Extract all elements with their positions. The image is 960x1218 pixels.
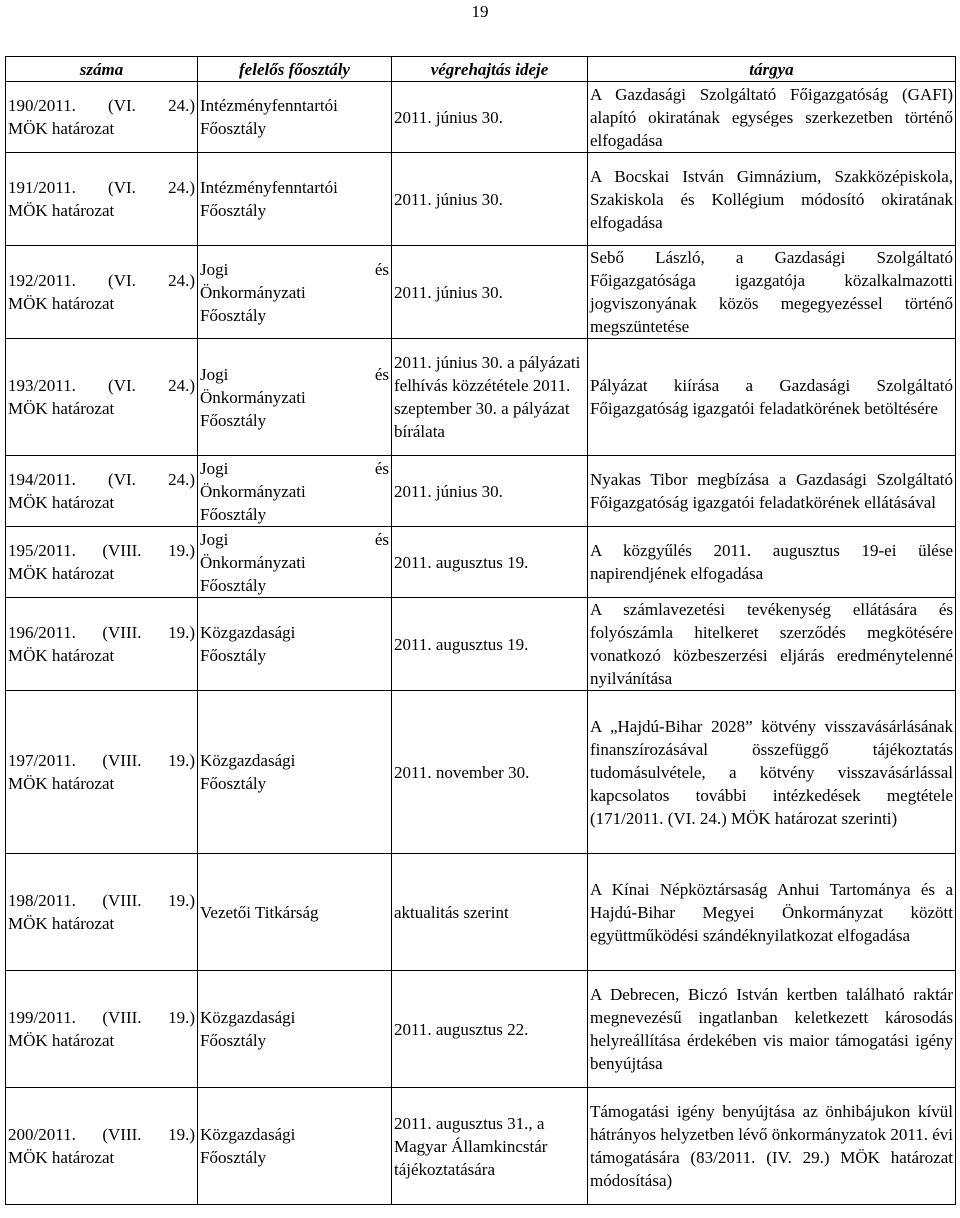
resolution-number	[6, 691, 198, 854]
resolution-type: MÖK határozat	[8, 914, 115, 933]
resolution-id: 196/2011. (VIII. 19.)	[8, 623, 195, 642]
table-row	[6, 82, 956, 153]
resolution-id: 195/2011. (VIII. 19.)	[8, 541, 195, 560]
table-row	[6, 854, 956, 971]
resolution-number	[6, 971, 198, 1088]
resolution-type: MÖK határozat	[8, 1148, 115, 1167]
department-word: Jogi	[200, 458, 229, 478]
responsible-department	[198, 527, 392, 598]
resolution-id: 198/2011. (VIII. 19.)	[8, 891, 195, 910]
responsible-department	[198, 339, 392, 456]
resolution-type: MÖK határozat	[8, 201, 115, 220]
table-header-row	[6, 57, 956, 82]
resolution-id: 192/2011. (VI. 24.)	[8, 271, 195, 290]
department-line: Főosztály	[200, 201, 267, 220]
header-deadline: végrehajtás ideje	[392, 57, 588, 82]
resolution-number	[6, 339, 198, 456]
department-line: Főosztály	[200, 410, 267, 430]
resolution-id: 199/2011. (VIII. 19.)	[8, 1008, 195, 1027]
subject: A közgyűlés 2011. augusztus 19-ei ülése napirendjének elfogadása	[588, 527, 956, 598]
subject: Pályázat kiírása a Gazdasági Szolgáltató Főigazgatóság igazgatói feladatkörének betöltésére	[588, 339, 956, 456]
deadline: 2011. június 30.	[392, 82, 588, 153]
subject: A Kínai Népköztársaság Anhui Tartománya és a Hajdú-Bihar Megyei Önkormányzat között együttműködési szándéknyilatkozat elfogadása	[588, 854, 956, 971]
resolution-number	[6, 82, 198, 153]
table-row	[6, 153, 956, 246]
department-line: Intézményfenntartói	[200, 96, 338, 115]
header-department: felelős főosztály	[198, 57, 392, 82]
department-line: Önkormányzati	[200, 481, 306, 501]
subject: Sebő László, a Gazdasági Szolgáltató Főigazgatósága igazgatója közalkalmazotti jogviszonyának közös megegyezéssel történő megszüntetése	[588, 246, 956, 339]
resolution-number	[6, 854, 198, 971]
department-line: Főosztály	[200, 305, 267, 325]
department-line: Főosztály	[200, 119, 267, 138]
department-line	[200, 258, 389, 281]
department-line: Közgazdasági	[200, 1008, 296, 1027]
resolution-number	[6, 1088, 198, 1205]
resolution-number	[6, 527, 198, 598]
subject: A Debrecen, Biczó István kertben található raktár megnevezésű ingatlanban keletkezett károsodás helyreállítása érdekében vis maior támogatási igény benyújtása	[588, 971, 956, 1088]
department-line: Közgazdasági	[200, 751, 296, 770]
subject: Támogatási igény benyújtása az önhibájukon kívül hátrányos helyzetben lévő önkormányzatok 2011. évi támogatására (83/2011. (IV. 29.) MÖK határozat módosítása)	[588, 1088, 956, 1205]
deadline: 2011. június 30. a pályázati felhívás közzététele 2011. szeptember 30. a pályázat bírálata	[392, 339, 588, 456]
table-row	[6, 1088, 956, 1205]
deadline: 2011. augusztus 22.	[392, 971, 588, 1088]
page-number: 19	[471, 2, 489, 21]
deadline: 2011. augusztus 19.	[392, 527, 588, 598]
department-line: Főosztály	[200, 575, 267, 595]
deadline: 2011. augusztus 31., a Magyar Államkincstár tájékoztatására	[392, 1088, 588, 1205]
department-line	[200, 528, 389, 551]
responsible-department	[198, 691, 392, 854]
header-subject: tárgya	[588, 57, 956, 82]
responsible-department	[198, 456, 392, 527]
department-line: Főosztály	[200, 646, 267, 665]
resolution-type: MÖK határozat	[8, 1031, 115, 1050]
deadline: 2011. június 30.	[392, 153, 588, 246]
responsible-department	[198, 598, 392, 691]
department-line: Önkormányzati	[200, 387, 306, 407]
deadline: aktualitás szerint	[392, 854, 588, 971]
department-line: Főosztály	[200, 1148, 267, 1167]
department-line: Önkormányzati	[200, 282, 306, 302]
table-row	[6, 527, 956, 598]
resolution-number	[6, 246, 198, 339]
subject: A Bocskai István Gimnázium, Szakközépiskola, Szakiskola és Kollégium módosító okiratának elfogadása	[588, 153, 956, 246]
resolution-id: 190/2011. (VI. 24.)	[8, 96, 195, 115]
department-line: Főosztály	[200, 1031, 267, 1050]
resolution-type: MÖK határozat	[8, 294, 115, 313]
department-line: Vezetői Titkárság	[200, 902, 319, 922]
subject: A „Hajdú-Bihar 2028” kötvény visszavásárlásának finanszírozásával összefüggő tájékoztatás tudomásulvétele, a kötvény visszavásárlással kapcsolatos további intézkedések megtétele (171/2011. (VI. 24.) MÖK határozat szerinti)	[588, 691, 956, 854]
department-word: és	[374, 529, 389, 549]
department-word: és	[374, 364, 389, 384]
resolution-type: MÖK határozat	[8, 119, 115, 138]
header-number: száma	[6, 57, 198, 82]
deadline: 2011. június 30.	[392, 456, 588, 527]
responsible-department	[198, 1088, 392, 1205]
resolution-id: 197/2011. (VIII. 19.)	[8, 751, 195, 770]
resolution-id: 193/2011. (VI. 24.)	[8, 376, 195, 395]
resolution-type: MÖK határozat	[8, 564, 115, 583]
deadline: 2011. augusztus 19.	[392, 598, 588, 691]
table-row	[6, 339, 956, 456]
resolution-id: 191/2011. (VI. 24.)	[8, 178, 195, 197]
department-line: Önkormányzati	[200, 552, 306, 572]
responsible-department	[198, 153, 392, 246]
resolution-type: MÖK határozat	[8, 646, 115, 665]
deadline: 2011. június 30.	[392, 246, 588, 339]
table-row	[6, 598, 956, 691]
resolution-type: MÖK határozat	[8, 493, 115, 512]
table-row	[6, 246, 956, 339]
department-word: Jogi	[200, 529, 229, 549]
department-line: Főosztály	[200, 774, 267, 793]
table-row	[6, 691, 956, 854]
responsible-department	[198, 971, 392, 1088]
resolution-type: MÖK határozat	[8, 399, 115, 418]
subject: A számlavezetési tevékenység ellátására és folyószámla hitelkeret szerződés megkötésére vonatkozó közbeszerzési eljárás eredménytelenné nyilvánítása	[588, 598, 956, 691]
table-row	[6, 456, 956, 527]
responsible-department	[198, 246, 392, 339]
department-line: Közgazdasági	[200, 1125, 296, 1144]
subject: Nyakas Tibor megbízása a Gazdasági Szolgáltató Főigazgatóság igazgatói feladatkörének ellátásával	[588, 456, 956, 527]
table-row	[6, 971, 956, 1088]
resolution-type: MÖK határozat	[8, 774, 115, 793]
responsible-department	[198, 854, 392, 971]
resolution-number	[6, 153, 198, 246]
department-line: Intézményfenntartói	[200, 178, 338, 197]
responsible-department	[198, 82, 392, 153]
subject: A Gazdasági Szolgáltató Főigazgatóság (GAFI) alapító okiratának egységes szerkezetben történő elfogadása	[588, 82, 956, 153]
resolution-number	[6, 598, 198, 691]
resolution-id: 194/2011. (VI. 24.)	[8, 470, 195, 489]
deadline: 2011. november 30.	[392, 691, 588, 854]
department-line	[200, 457, 389, 480]
resolution-id: 200/2011. (VIII. 19.)	[8, 1125, 195, 1144]
department-word: és	[374, 458, 389, 478]
department-word: és	[374, 259, 389, 279]
department-word: Jogi	[200, 364, 229, 384]
department-line	[200, 363, 389, 386]
department-line: Főosztály	[200, 504, 267, 524]
resolution-number	[6, 456, 198, 527]
resolutions-table	[5, 56, 956, 1205]
department-word: Jogi	[200, 259, 229, 279]
department-line: Közgazdasági	[200, 623, 296, 642]
